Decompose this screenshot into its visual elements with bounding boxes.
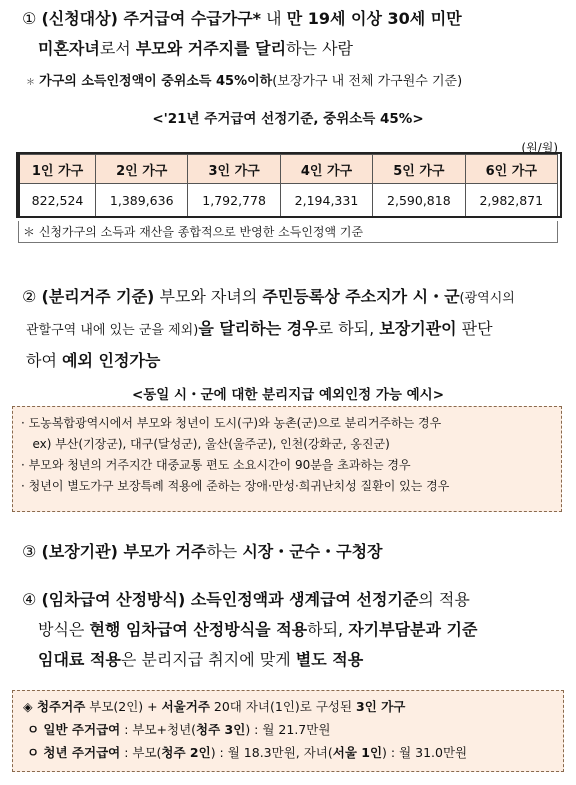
- header-cell: 5인 가구: [373, 155, 465, 184]
- section-2-agency: 보장기관이: [379, 319, 457, 338]
- section-4-rent: 임대료 적용: [38, 650, 121, 669]
- example-item: · 도농복합광역시에서 부모와 청년이 도시(구)와 농촌(군)으로 분리거주하는 경우: [21, 416, 442, 430]
- note-criteria: 가구의 소득인정액이 중위소득 45%이하: [39, 74, 273, 89]
- table-unit: (원/월): [521, 141, 558, 155]
- section-2-differ: 을 달리하는 경우: [198, 319, 318, 338]
- summary-amount-3: ) : 월 31.0만원: [382, 745, 468, 760]
- section-4-line-1: [22, 585, 566, 615]
- section-1-text-2: 로서: [99, 39, 136, 58]
- header-cell: 6인 가구: [465, 155, 557, 184]
- section-1-line-2: [22, 34, 566, 64]
- summary-text-4: : 부모(: [120, 745, 162, 760]
- section-3-text: 하는: [206, 542, 243, 561]
- section-1-note: [26, 70, 462, 89]
- value-cell: 2,194,331: [280, 184, 372, 217]
- section-3-number: ③: [22, 542, 37, 561]
- section-4-text-3: 하되,: [307, 620, 349, 639]
- example-title: <동일 시・군에 대한 분리지급 예외인정 가능 예시>: [131, 387, 445, 403]
- note-basis: (보장가구 내 전체 가구원수 기준): [272, 74, 463, 89]
- summary-text-3: : 부모+청년(: [120, 722, 197, 737]
- header-cell: 2인 가구: [96, 155, 188, 184]
- section-2-exception: 예외 인정가능: [62, 351, 161, 370]
- section-2-line-2: [22, 314, 566, 346]
- summary-seoul-1: 서울 1인: [332, 745, 383, 760]
- section-1-residence: 부모와 거주지를 달리: [135, 39, 287, 58]
- section-4-text-4: 은 분리지급 취지에 맞게: [120, 650, 296, 669]
- section-2-text: 부모와 자녀의: [154, 287, 263, 306]
- section-4-line-2: [22, 615, 566, 645]
- section-1: [22, 4, 566, 64]
- section-4-method: 현행 임차급여 산정방식을 적용: [89, 620, 308, 639]
- section-2-number: ②: [22, 287, 37, 306]
- section-4-self-burden: 자기부담분과 기준: [348, 620, 478, 639]
- section-2-text-4: 하여: [26, 351, 62, 370]
- section-3: [22, 537, 566, 567]
- section-3-officials: 시장・군수・구청장: [242, 542, 383, 561]
- section-4-text: 의 적용: [418, 590, 470, 609]
- section-3-heading: (보장기관) 부모가 거주: [41, 542, 207, 561]
- section-4-line-3: [22, 645, 566, 675]
- note-asterisk-icon: ＊: [23, 225, 39, 239]
- summary-amount-1: ) : 월 21.7만원: [245, 722, 331, 737]
- summary-general: ㅇ 일반 주거급여: [27, 722, 121, 737]
- section-2-heading: (분리거주 기준): [41, 287, 155, 306]
- example-item: · 청년이 별도가구 보장특례 적용에 준하는 장애·만성·희귀난치성 질환이 있는 경우: [21, 479, 450, 493]
- section-2: [22, 282, 566, 376]
- table-title: <'21년 주거급여 선정기준, 중위소득 45%>: [152, 111, 424, 127]
- summary-cheongju: ◈ 청주거주: [23, 699, 86, 714]
- section-2-line-1: [22, 282, 566, 314]
- summary-text: 부모(2인) +: [85, 699, 162, 714]
- summary-cheongju-3: 청주 3인: [196, 722, 246, 737]
- summary-line-2: [23, 718, 553, 741]
- value-cell: 1,389,636: [96, 184, 188, 217]
- note-bullet-icon: ＊: [26, 78, 36, 88]
- income-table-header-row: [19, 155, 558, 184]
- section-2-paren-2: 관할구역 내에 있는 군을 제외): [26, 323, 199, 338]
- income-table-value-row: [19, 184, 558, 217]
- summary-youth: ㅇ 청년 주거급여: [27, 745, 121, 760]
- header-cell: 1인 가구: [19, 155, 96, 184]
- summary-line-1: [23, 695, 553, 718]
- value-cell: 2,982,871: [465, 184, 557, 217]
- section-4: [22, 585, 566, 675]
- summary-household: 3인 가구: [356, 699, 406, 714]
- value-cell: 822,524: [19, 184, 96, 217]
- section-1-text-3: 하는 사람: [286, 39, 353, 58]
- example-summary-box: [12, 690, 564, 772]
- summary-amount-2: ) : 월 18.3만원, 자녀(: [210, 745, 333, 760]
- section-4-text-2: 방식은: [38, 620, 90, 639]
- summary-seoul: 서울거주: [161, 699, 210, 714]
- section-2-address: 주민등록상 주소지가 시・군: [262, 287, 460, 306]
- section-2-text-2: 로 하되,: [317, 319, 380, 338]
- summary-cheongju-2: 청주 2인: [161, 745, 211, 760]
- section-4-separate: 별도 적용: [295, 650, 364, 669]
- income-table-note-text: 신청가구의 소득과 재산을 종합적으로 반영한 소득인정액 기준: [38, 225, 364, 239]
- income-table: [18, 154, 558, 217]
- value-cell: 2,590,818: [373, 184, 465, 217]
- header-cell: 3인 가구: [188, 155, 280, 184]
- example-box: [12, 406, 562, 512]
- example-item: · 부모와 청년의 거주지간 대중교통 편도 소요시간이 90분을 초과하는 경우: [21, 458, 411, 472]
- section-1-text: 내: [261, 9, 287, 28]
- summary-line-3: [23, 741, 553, 764]
- section-2-paren: (광역시의: [459, 291, 515, 306]
- section-4-heading: (임차급여 산정방식) 소득인정액과 생계급여 선정기준: [41, 590, 419, 609]
- section-1-heading: (신청대상) 주거급여 수급가구*: [41, 9, 262, 28]
- income-table-note: [18, 221, 558, 243]
- section-2-text-3: 판단: [456, 319, 493, 338]
- summary-text-2: 20대 자녀(1인)로 구성된: [209, 699, 357, 714]
- section-1-number: ①: [22, 9, 37, 28]
- section-1-unmarried: 미혼자녀: [38, 39, 100, 58]
- section-1-age-range: 만 19세 이상 30세 미만: [286, 9, 462, 28]
- example-item: ex) 부산(기장군), 대구(달성군), 울산(울주군), 인천(강화군, 옹진군): [21, 437, 390, 451]
- value-cell: 1,792,778: [188, 184, 280, 217]
- section-4-number: ④: [22, 590, 37, 609]
- section-2-line-3: [22, 346, 566, 376]
- header-cell: 4인 가구: [280, 155, 372, 184]
- section-1-line-1: [22, 4, 566, 34]
